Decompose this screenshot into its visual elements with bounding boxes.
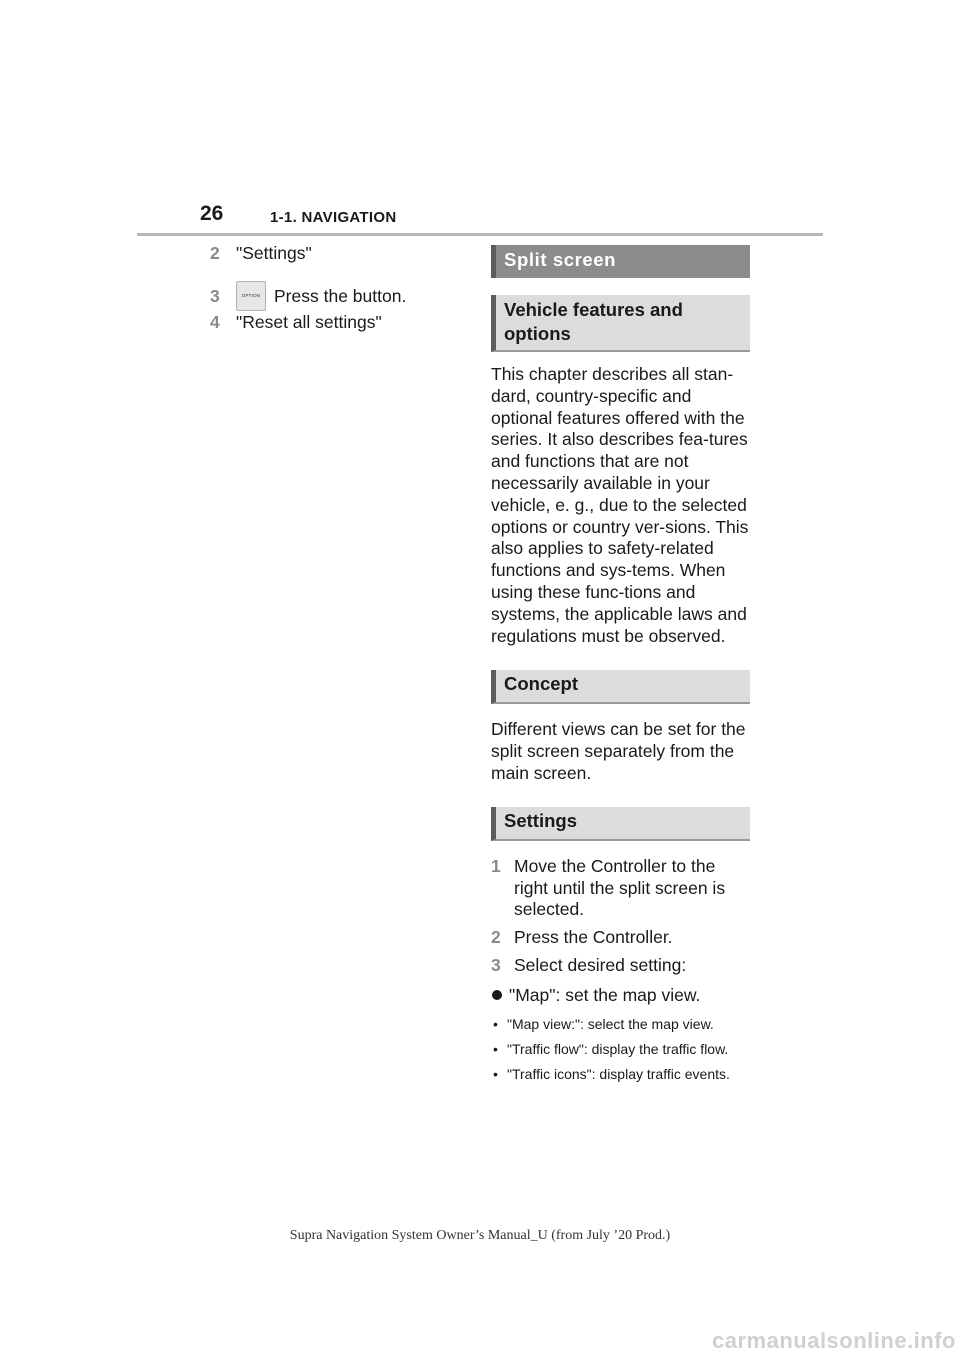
right-column bbox=[491, 245, 750, 1090]
map-bullet bbox=[491, 984, 750, 1006]
step-text: Press the Controller. bbox=[514, 927, 673, 948]
step-reset bbox=[210, 311, 450, 337]
step-settings bbox=[210, 242, 450, 278]
watermark: carmanualsonline.info bbox=[712, 1328, 956, 1353]
settings-steps bbox=[491, 856, 750, 977]
settings-step bbox=[491, 955, 750, 977]
list-item-text: "Traffic icons": display traffic events. bbox=[507, 1065, 730, 1082]
left-column bbox=[210, 242, 450, 337]
step-text: Select desired setting: bbox=[514, 954, 687, 975]
list-item bbox=[491, 1015, 750, 1034]
step-number: 2 bbox=[491, 927, 501, 948]
step-number: 3 bbox=[210, 286, 220, 306]
page-footer: Supra Navigation System Owner’s Manual_U (from July ’20 Prod.) bbox=[289, 1228, 671, 1243]
page-number: 26 bbox=[200, 202, 224, 225]
heading-concept: Concept bbox=[491, 670, 750, 704]
step-number: 2 bbox=[210, 243, 220, 263]
bullet-marker-icon: • bbox=[493, 1015, 498, 1032]
step-press-option bbox=[210, 278, 450, 311]
concept-paragraph: Different views can be set for the split screen separately from the main screen. bbox=[491, 719, 746, 783]
bullet-dot-icon bbox=[492, 990, 502, 1000]
list-item-text: "Traffic flow": display the traffic flow. bbox=[507, 1040, 729, 1057]
heading-split-screen: Split screen bbox=[491, 245, 750, 278]
step-number: 1 bbox=[491, 855, 501, 876]
heading-settings: Settings bbox=[491, 807, 750, 841]
list-item-text: "Map view:": select the map view. bbox=[507, 1015, 714, 1032]
bullet-marker-icon: • bbox=[493, 1040, 498, 1057]
step-text: Press the button. bbox=[274, 285, 407, 306]
list-item bbox=[491, 1040, 750, 1059]
list-item bbox=[491, 1065, 750, 1084]
header-divider bbox=[137, 233, 823, 236]
bullet-text: "Map": set the map view. bbox=[509, 984, 701, 1005]
section-title: 1-1. NAVIGATION bbox=[270, 209, 397, 226]
step-number: 4 bbox=[210, 312, 220, 332]
settings-step bbox=[491, 856, 750, 921]
settings-step bbox=[491, 927, 750, 949]
option-button-icon: OPTION bbox=[236, 281, 266, 311]
intro-paragraph: This chapter describes all stan-dard, country-specific and optional features offered with the series. It also describes fea-tures and functions that are not necessarily available in your vehicle, e. g., due to the selected options or country ver-sions. This also applies to safety-related functions and sys-tems. When using these func-tions and systems, the applicable laws and regulations must be observed. bbox=[491, 364, 749, 646]
step-text: "Reset all settings" bbox=[236, 312, 382, 332]
heading-vehicle-features: Vehicle features and options bbox=[491, 295, 750, 352]
step-number: 3 bbox=[491, 954, 501, 975]
bullet-marker-icon: • bbox=[493, 1065, 498, 1082]
step-text: "Settings" bbox=[236, 243, 312, 263]
step-text: Move the Controller to the right until the split screen is selected. bbox=[514, 855, 726, 920]
map-options-list bbox=[491, 1015, 750, 1084]
